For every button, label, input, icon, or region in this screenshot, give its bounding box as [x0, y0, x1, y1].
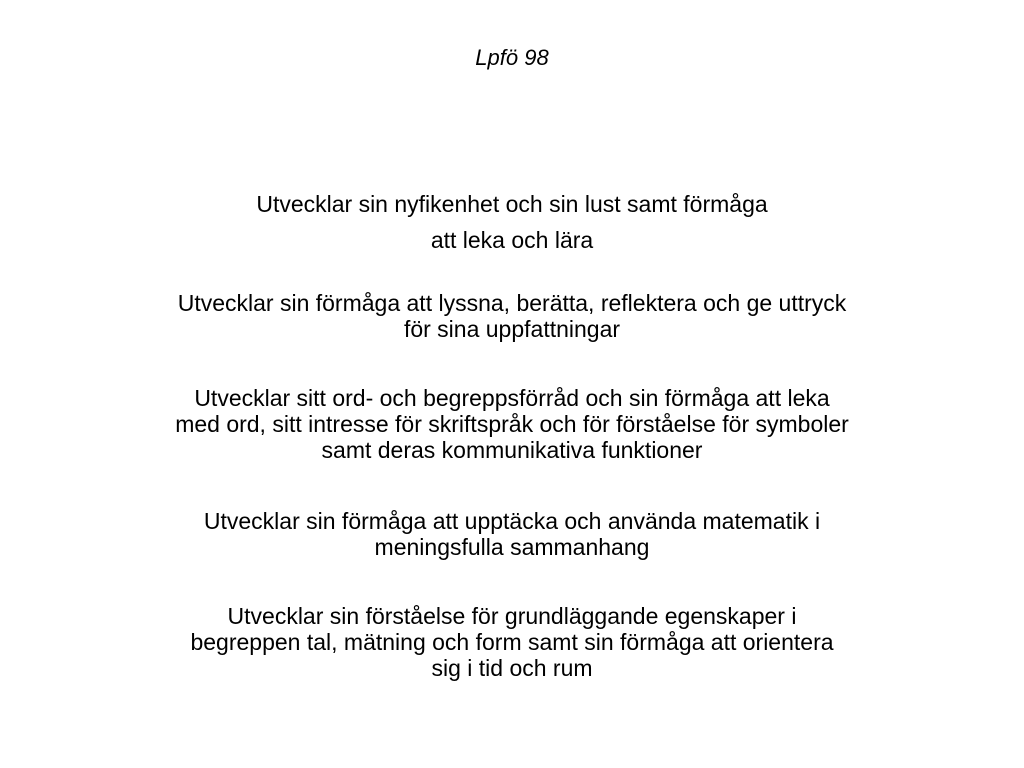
goal-paragraph-mathematics: Utvecklar sin förmåga att upptäcka och använda matematik i meningsfulla sammanhang — [203, 508, 821, 560]
goal-paragraph-listening: Utvecklar sin förmåga att lyssna, berätta, reflektera och ge uttryck för sina uppfattningar — [177, 290, 847, 342]
goal-paragraph-curiosity: Utvecklar sin nyfikenhet och sin lust samt förmåga att leka och lära — [256, 191, 768, 253]
goal-paragraph-concepts: Utvecklar sin förståelse för grundläggande egenskaper i begreppen tal, mätning och form samt sin förmåga att orientera sig i tid och rum — [190, 603, 834, 681]
slide-title: Lpfö 98 — [475, 45, 549, 70]
goal-paragraph-vocabulary: Utvecklar sitt ord- och begreppsförråd och sin förmåga att leka med ord, sitt intresse för skriftspråk och för förståelse för symboler samt deras kommunikativa funktioner — [175, 385, 849, 463]
